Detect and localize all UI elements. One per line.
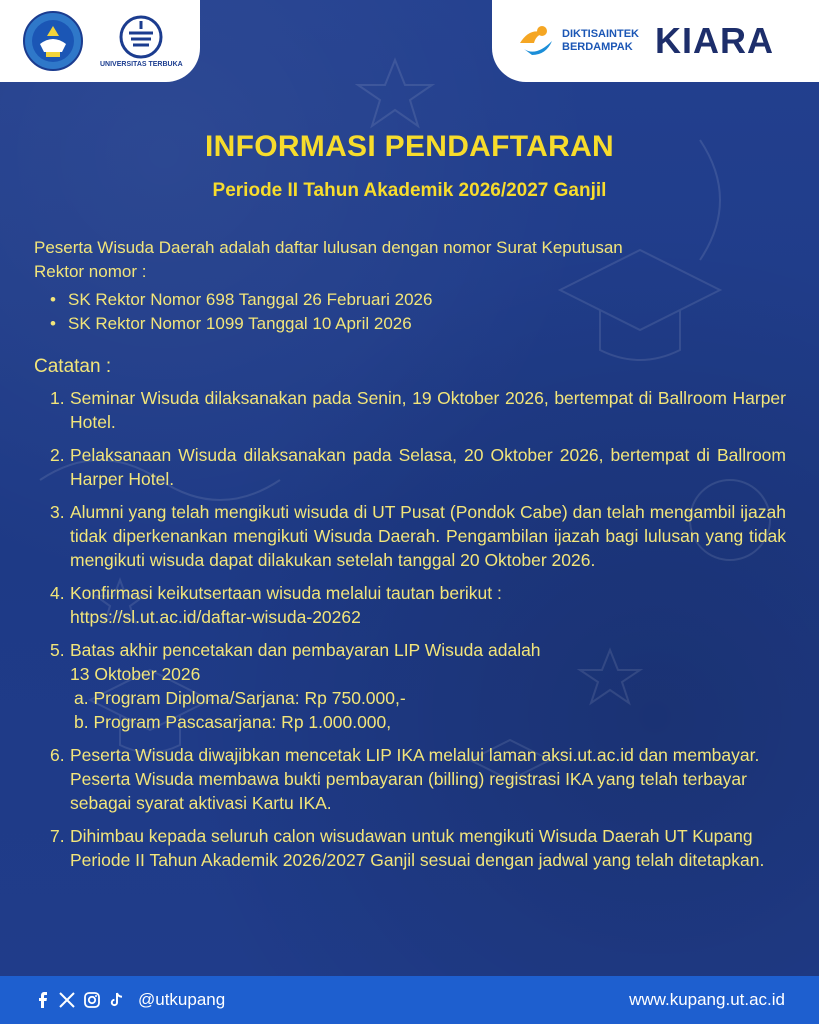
tiktok-icon[interactable] <box>109 992 125 1008</box>
website-link[interactable]: www.kupang.ut.ac.id <box>629 990 785 1009</box>
note-text: Konfirmasi keikutsertaan wisuda melalui tautan berikut : <box>70 583 502 603</box>
note-item: 1. Seminar Wisuda dilaksanakan pada Senin, 19 Oktober 2026, bertempat di Ballroom Harper Hotel. <box>50 388 786 432</box>
page-subtitle: Periode II Tahun Akademik 2026/2027 Ganjil <box>212 180 607 201</box>
note-item: 3. Alumni yang telah mengikuti wisuda di UT Pusat (Pondok Cabe) dan telah mengambil ijazah tidak diperkenankan mengikuti Wisuda Daerah. Pengambilan ijazah bagi lulusan yang tidak mengikuti wisuda dapat dilakukan setelah tanggal 20 Oktober 2026. <box>50 502 786 570</box>
note-text: Alumni yang telah mengikuti wisuda di UT Pusat (Pondok Cabe) dan telah mengambil ijazah tidak diperkenankan mengikuti Wisuda Daerah. Pengambilan ijazah bagi lulusan yang tidak mengikuti wisuda dapat dilakukan setelah tanggal 20 Oktober 2026. <box>70 502 786 570</box>
header-logo-left <box>0 0 200 82</box>
note-text: Pelaksanaan Wisuda dilaksanakan pada Selasa, 20 Oktober 2026, bertempat di Ballroom Harper Hotel. <box>70 445 786 489</box>
diktisaintek-emblem-icon <box>516 21 556 61</box>
note-item: 7. Dihimbau kepada seluruh calon wisudawan untuk mengikuti Wisuda Daerah UT Kupang Periode II Tahun Akademik 2026/2027 Ganjil sesuai dengan jadwal yang telah ditetapkan. <box>50 824 786 872</box>
note-text: Seminar Wisuda dilaksanakan pada Senin, 19 Oktober 2026, bertempat di Ballroom Harper Hotel. <box>70 388 786 432</box>
intro-text: Peserta Wisuda Daerah adalah daftar lulusan dengan nomor Surat Keputusan Rektor nomor : <box>34 238 623 281</box>
footer <box>0 976 819 1024</box>
note-item: 6. Peserta Wisuda diwajibkan mencetak LIP IKA melalui laman aksi.ut.ac.id dan membayar. Peserta Wisuda membawa bukti pembayaran (billing) registrasi IKA yang telah terbayar sebagai syarat aktivasi Kartu IKA. <box>50 743 786 815</box>
x-icon[interactable] <box>59 992 75 1008</box>
notes-list <box>50 386 786 881</box>
sk-item: • SK Rektor Nomor 698 Tanggal 26 Februari 2026 <box>50 288 774 312</box>
kiara-logo <box>655 20 774 62</box>
page-title: INFORMASI PENDAFTARAN <box>204 130 615 163</box>
ut-emblem-icon <box>119 15 163 59</box>
diktisaintek-logo <box>516 21 639 61</box>
fee-diploma: a. Program Diploma/Sarjana: Rp 750.000,- <box>74 688 406 708</box>
note-item: 2. Pelaksanaan Wisuda dilaksanakan pada Selasa, 20 Oktober 2026, bertempat di Ballroom Harper Hotel. <box>50 445 786 489</box>
note-text: Dihimbau kepada seluruh calon wisudawan untuk mengikuti Wisuda Daerah UT Kupang Periode II Tahun Akademik 2026/2027 Ganjil sesuai dengan jadwal yang telah ditetapkan. <box>70 826 765 870</box>
dikti-line1: DIKTISAINTEK <box>562 28 639 40</box>
sk-item: • SK Rektor Nomor 1099 Tanggal 10 April 2026 <box>50 312 774 336</box>
instagram-icon[interactable] <box>84 992 100 1008</box>
note-text: Batas akhir pencetakan dan pembayaran LIP Wisuda adalah <box>70 640 541 660</box>
dikti-line2: BERDAMPAK <box>562 41 633 53</box>
deadline-date: 13 Oktober 2026 <box>70 664 201 684</box>
fee-pascasarjana: b. Program Pascasarjana: Rp 1.000.000, <box>74 712 392 732</box>
registration-link[interactable]: https://sl.ut.ac.id/daftar-wisuda-20262 <box>70 607 361 627</box>
social-links <box>34 990 225 1010</box>
tut-wuri-handayani-logo <box>22 10 84 72</box>
header-logo-right <box>492 0 819 82</box>
intro-section <box>34 236 774 336</box>
note-text: Peserta Wisuda diwajibkan mencetak LIP IKA melalui laman aksi.ut.ac.id dan membayar. Peserta Wisuda membawa bukti pembayaran (billing) registrasi IKA yang telah terbayar sebagai syarat aktivasi Kartu IKA. <box>70 745 760 813</box>
catatan-heading: Catatan : <box>34 356 112 377</box>
sk-list <box>50 288 774 336</box>
facebook-icon[interactable] <box>34 992 50 1008</box>
note-item: 5. Batas akhir pencetakan dan pembayaran LIP Wisuda adalah 13 Oktober 2026 a. Program Diploma/Sarjana: Rp 750.000,- b. Program Pascasarjana: Rp 1.000.000, <box>50 638 786 734</box>
kiara-text: KIARA <box>655 20 774 61</box>
social-handle[interactable]: @utkupang <box>138 990 226 1009</box>
ut-logo <box>100 15 183 68</box>
note-item: 4. Konfirmasi keikutsertaan wisuda melalui tautan berikut : https://sl.ut.ac.id/daftar-wisuda-20262 <box>50 581 786 629</box>
ut-label: UNIVERSITAS TERBUKA <box>100 60 183 68</box>
